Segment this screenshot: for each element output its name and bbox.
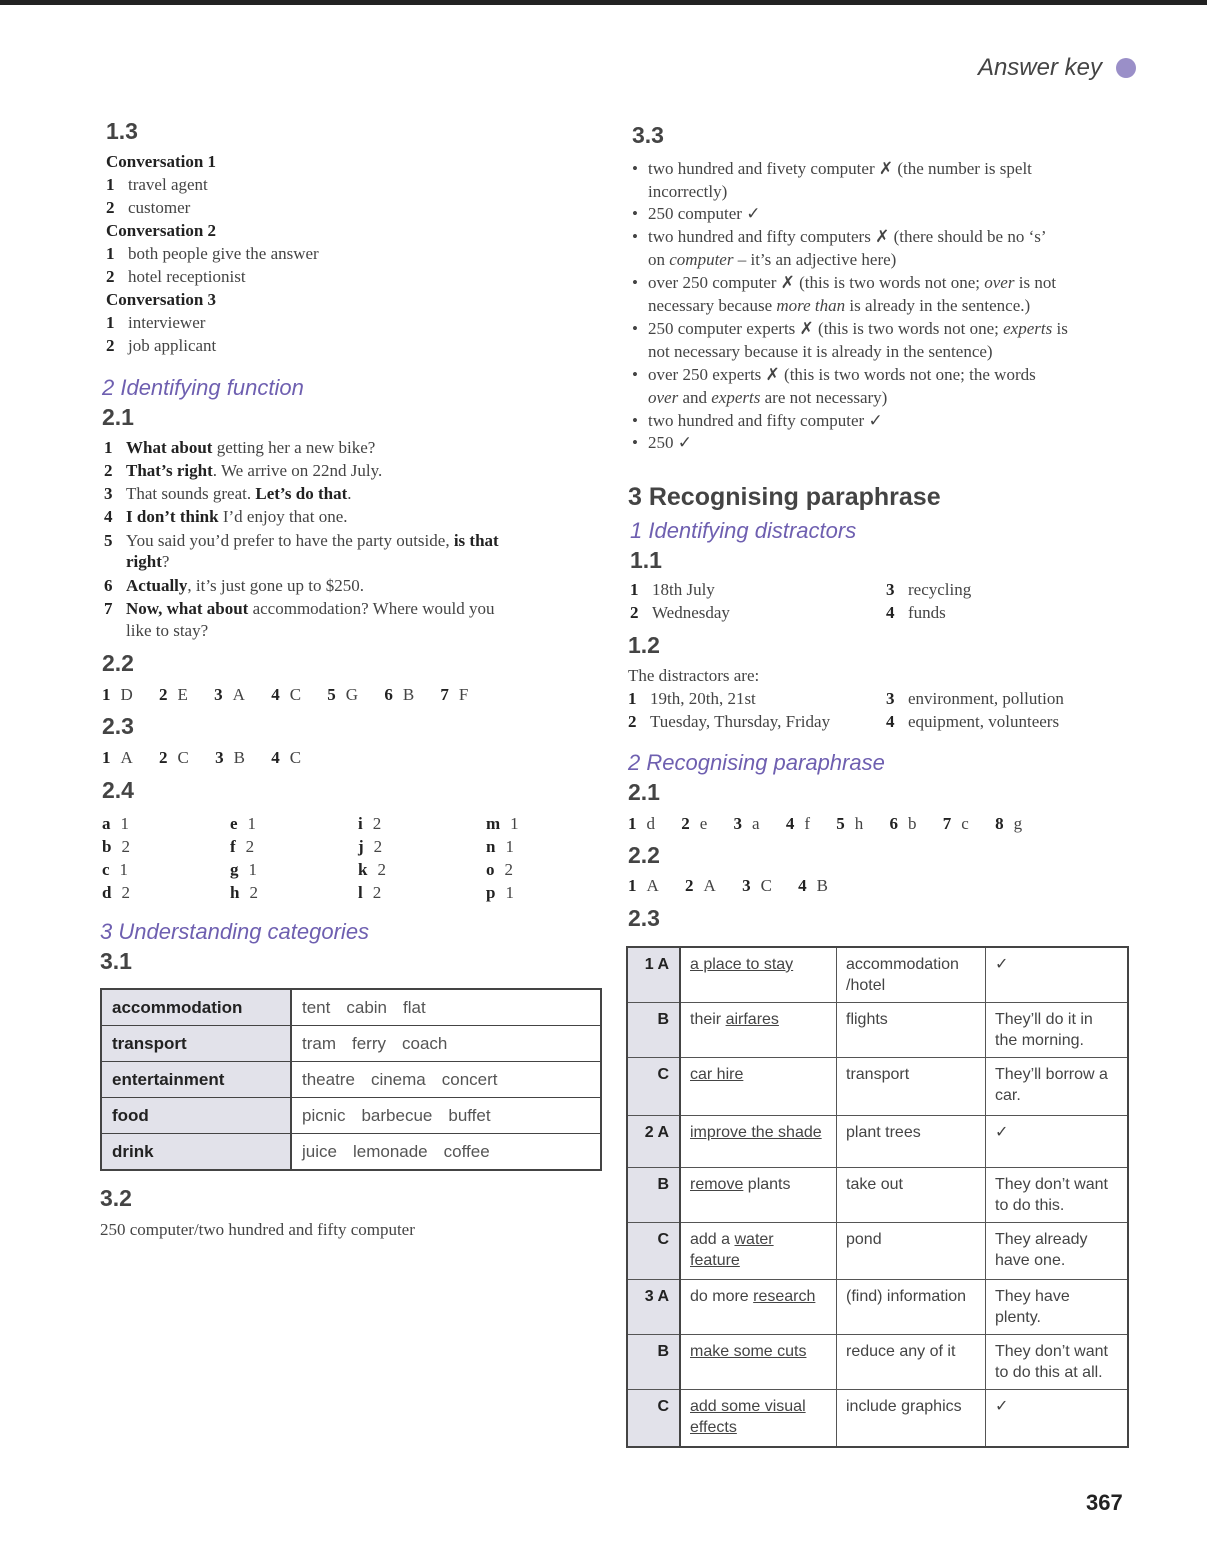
list-item: 3 That sounds great. Let’s do that. xyxy=(104,484,352,503)
answers-2-4-col-2: e 1 f 2 g 1 h 2 xyxy=(230,814,258,902)
answers-r-2-2: 1 A 2 A 3 C 4 B xyxy=(628,876,828,895)
answers-r-2-1: 1 d 2 e 3 a 4 f 5 h 6 b 7 c 8 g xyxy=(628,814,1023,833)
list-item: 3 recycling xyxy=(886,580,972,599)
list-item-continued: right? xyxy=(126,552,170,571)
answers-2-4-col-1: a 1 b 2 c 1 d 2 xyxy=(102,814,130,902)
bullet-item: • 250 computer ✓ xyxy=(632,204,761,223)
list-item: 1 19th, 20th, 21st xyxy=(628,689,756,708)
answers-2-2: 1 D 2 E 3 A 4 C 5 G 6 B 7 F xyxy=(102,685,469,704)
bullet-item: • two hundred and fifty computers ✗ (there should be no ‘s’ on computer – it’s an adjective here) xyxy=(632,227,1047,269)
table-row: C add a water feature pond They already have one. xyxy=(627,1223,1128,1280)
bullet-item: • two hundred and fivety computer ✗ (the number is spelt incorrectly) xyxy=(632,159,1032,201)
conversation-1-label: Conversation 1 xyxy=(106,152,217,171)
list-item: 2 customer xyxy=(106,198,191,217)
heading-3-2: 3.2 xyxy=(100,1185,132,1211)
table-row: accommodation tent cabin flat xyxy=(101,989,601,1026)
table-row: B their airfares flights They’ll do it in the morning. xyxy=(627,1003,1128,1058)
table-row: entertainment theatre cinema concert xyxy=(101,1062,601,1098)
paraphrase-table xyxy=(626,946,1129,1448)
list-item: 3 environment, pollution xyxy=(886,689,1064,708)
heading-r-1-2: 1.2 xyxy=(628,632,660,658)
heading-2-4: 2.4 xyxy=(102,777,134,803)
list-item: 7 Now, what about accommodation? Where would you xyxy=(104,599,495,618)
bullet-item: • over 250 computer ✗ (this is two words not one; over is not necessary because more than is already in the sentence.) xyxy=(632,273,1057,315)
categories-table xyxy=(100,988,602,1171)
list-item: 1 18th July xyxy=(630,580,715,599)
distractors-intro: The distractors are: xyxy=(628,666,760,685)
table-row: 1 A a place to stay accommodation /hotel ✓ xyxy=(627,947,1128,1003)
list-item: 2 Tuesday, Thursday, Friday xyxy=(628,712,831,731)
page-header: Answer key xyxy=(977,54,1102,81)
table-row: 3 A do more research (find) information They have plenty. xyxy=(627,1280,1128,1335)
list-item: 1 travel agent xyxy=(106,175,208,194)
list-item: 6 Actually, it’s just gone up to $250. xyxy=(104,576,365,595)
list-item: 5 You said you’d prefer to have the party outside, is that xyxy=(104,531,499,550)
bullet-item: • over 250 experts ✗ (this is two words not one; the words over and experts are not necessary) xyxy=(632,365,1036,407)
bullet-item: • 250 computer experts ✗ (this is two words not one; experts is not necessary because it is already in the sentence) xyxy=(632,319,1068,361)
list-item: 2 Wednesday xyxy=(630,603,730,622)
heading-2-2: 2.2 xyxy=(102,650,134,676)
list-item: 4 I don’t think I’d enjoy that one. xyxy=(104,507,348,526)
bullet-item: • 250 ✓ xyxy=(632,433,692,452)
table-row: transport tram ferry coach xyxy=(101,1026,601,1062)
answers-2-4-col-3: i 2 j 2 k 2 l 2 xyxy=(358,814,386,902)
bullet-item: • two hundred and fifty computer ✓ xyxy=(632,411,883,430)
list-item: 4 equipment, volunteers xyxy=(886,712,1060,731)
section-recognising-paraphrase: 3 Recognising paraphrase xyxy=(628,483,941,511)
heading-r-1-1: 1.1 xyxy=(630,547,662,573)
table-row: B make some cuts reduce any of it They don’t want to do this at all. xyxy=(627,1335,1128,1390)
list-item: 2 That’s right. We arrive on 22nd July. xyxy=(104,461,383,480)
list-item: 1 What about getting her a new bike? xyxy=(104,438,376,457)
conversation-2-label: Conversation 2 xyxy=(106,221,217,240)
conversation-3-label: Conversation 3 xyxy=(106,290,217,309)
heading-3-1: 3.1 xyxy=(100,948,132,974)
table-row: drink juice lemonade coffee xyxy=(101,1134,601,1171)
table-row: C car hire transport They’ll borrow a car. xyxy=(627,1058,1128,1116)
top-rule xyxy=(0,0,1207,5)
table-row: C add some visual effects include graphics ✓ xyxy=(627,1390,1128,1447)
answer-3-2: 250 computer/two hundred and fifty computer xyxy=(100,1220,415,1239)
list-item: 1 interviewer xyxy=(106,313,206,332)
subsection-recognising-paraphrase: 2 Recognising paraphrase xyxy=(628,750,885,775)
heading-3-3: 3.3 xyxy=(632,122,664,148)
table-row: B remove plants take out They don’t want to do this. xyxy=(627,1168,1128,1223)
list-item-continued: like to stay? xyxy=(126,621,209,640)
answers-2-3: 1 A 2 C 3 B 4 C xyxy=(102,748,302,767)
header-dot-icon xyxy=(1116,58,1136,78)
table-row: 2 A improve the shade plant trees ✓ xyxy=(627,1116,1128,1168)
section-identifying-function: 2 Identifying function xyxy=(102,375,304,400)
heading-2-1: 2.1 xyxy=(102,404,134,430)
list-item: 1 both people give the answer xyxy=(106,244,319,263)
answers-2-4-col-4: m 1 n 1 o 2 p 1 xyxy=(486,814,519,902)
list-item: 4 funds xyxy=(886,603,946,622)
heading-r-2-1: 2.1 xyxy=(628,779,660,805)
list-item: 2 hotel receptionist xyxy=(106,267,246,286)
page-number: 367 xyxy=(1086,1490,1123,1515)
heading-r-2-3: 2.3 xyxy=(628,905,660,931)
heading-r-2-2: 2.2 xyxy=(628,842,660,868)
table-row: food picnic barbecue buffet xyxy=(101,1098,601,1134)
list-item: 2 job applicant xyxy=(106,336,217,355)
heading-2-3: 2.3 xyxy=(102,713,134,739)
heading-1-3: 1.3 xyxy=(106,118,138,144)
subsection-identifying-distractors: 1 Identifying distractors xyxy=(630,518,857,543)
section-understanding-categories: 3 Understanding categories xyxy=(100,919,370,944)
